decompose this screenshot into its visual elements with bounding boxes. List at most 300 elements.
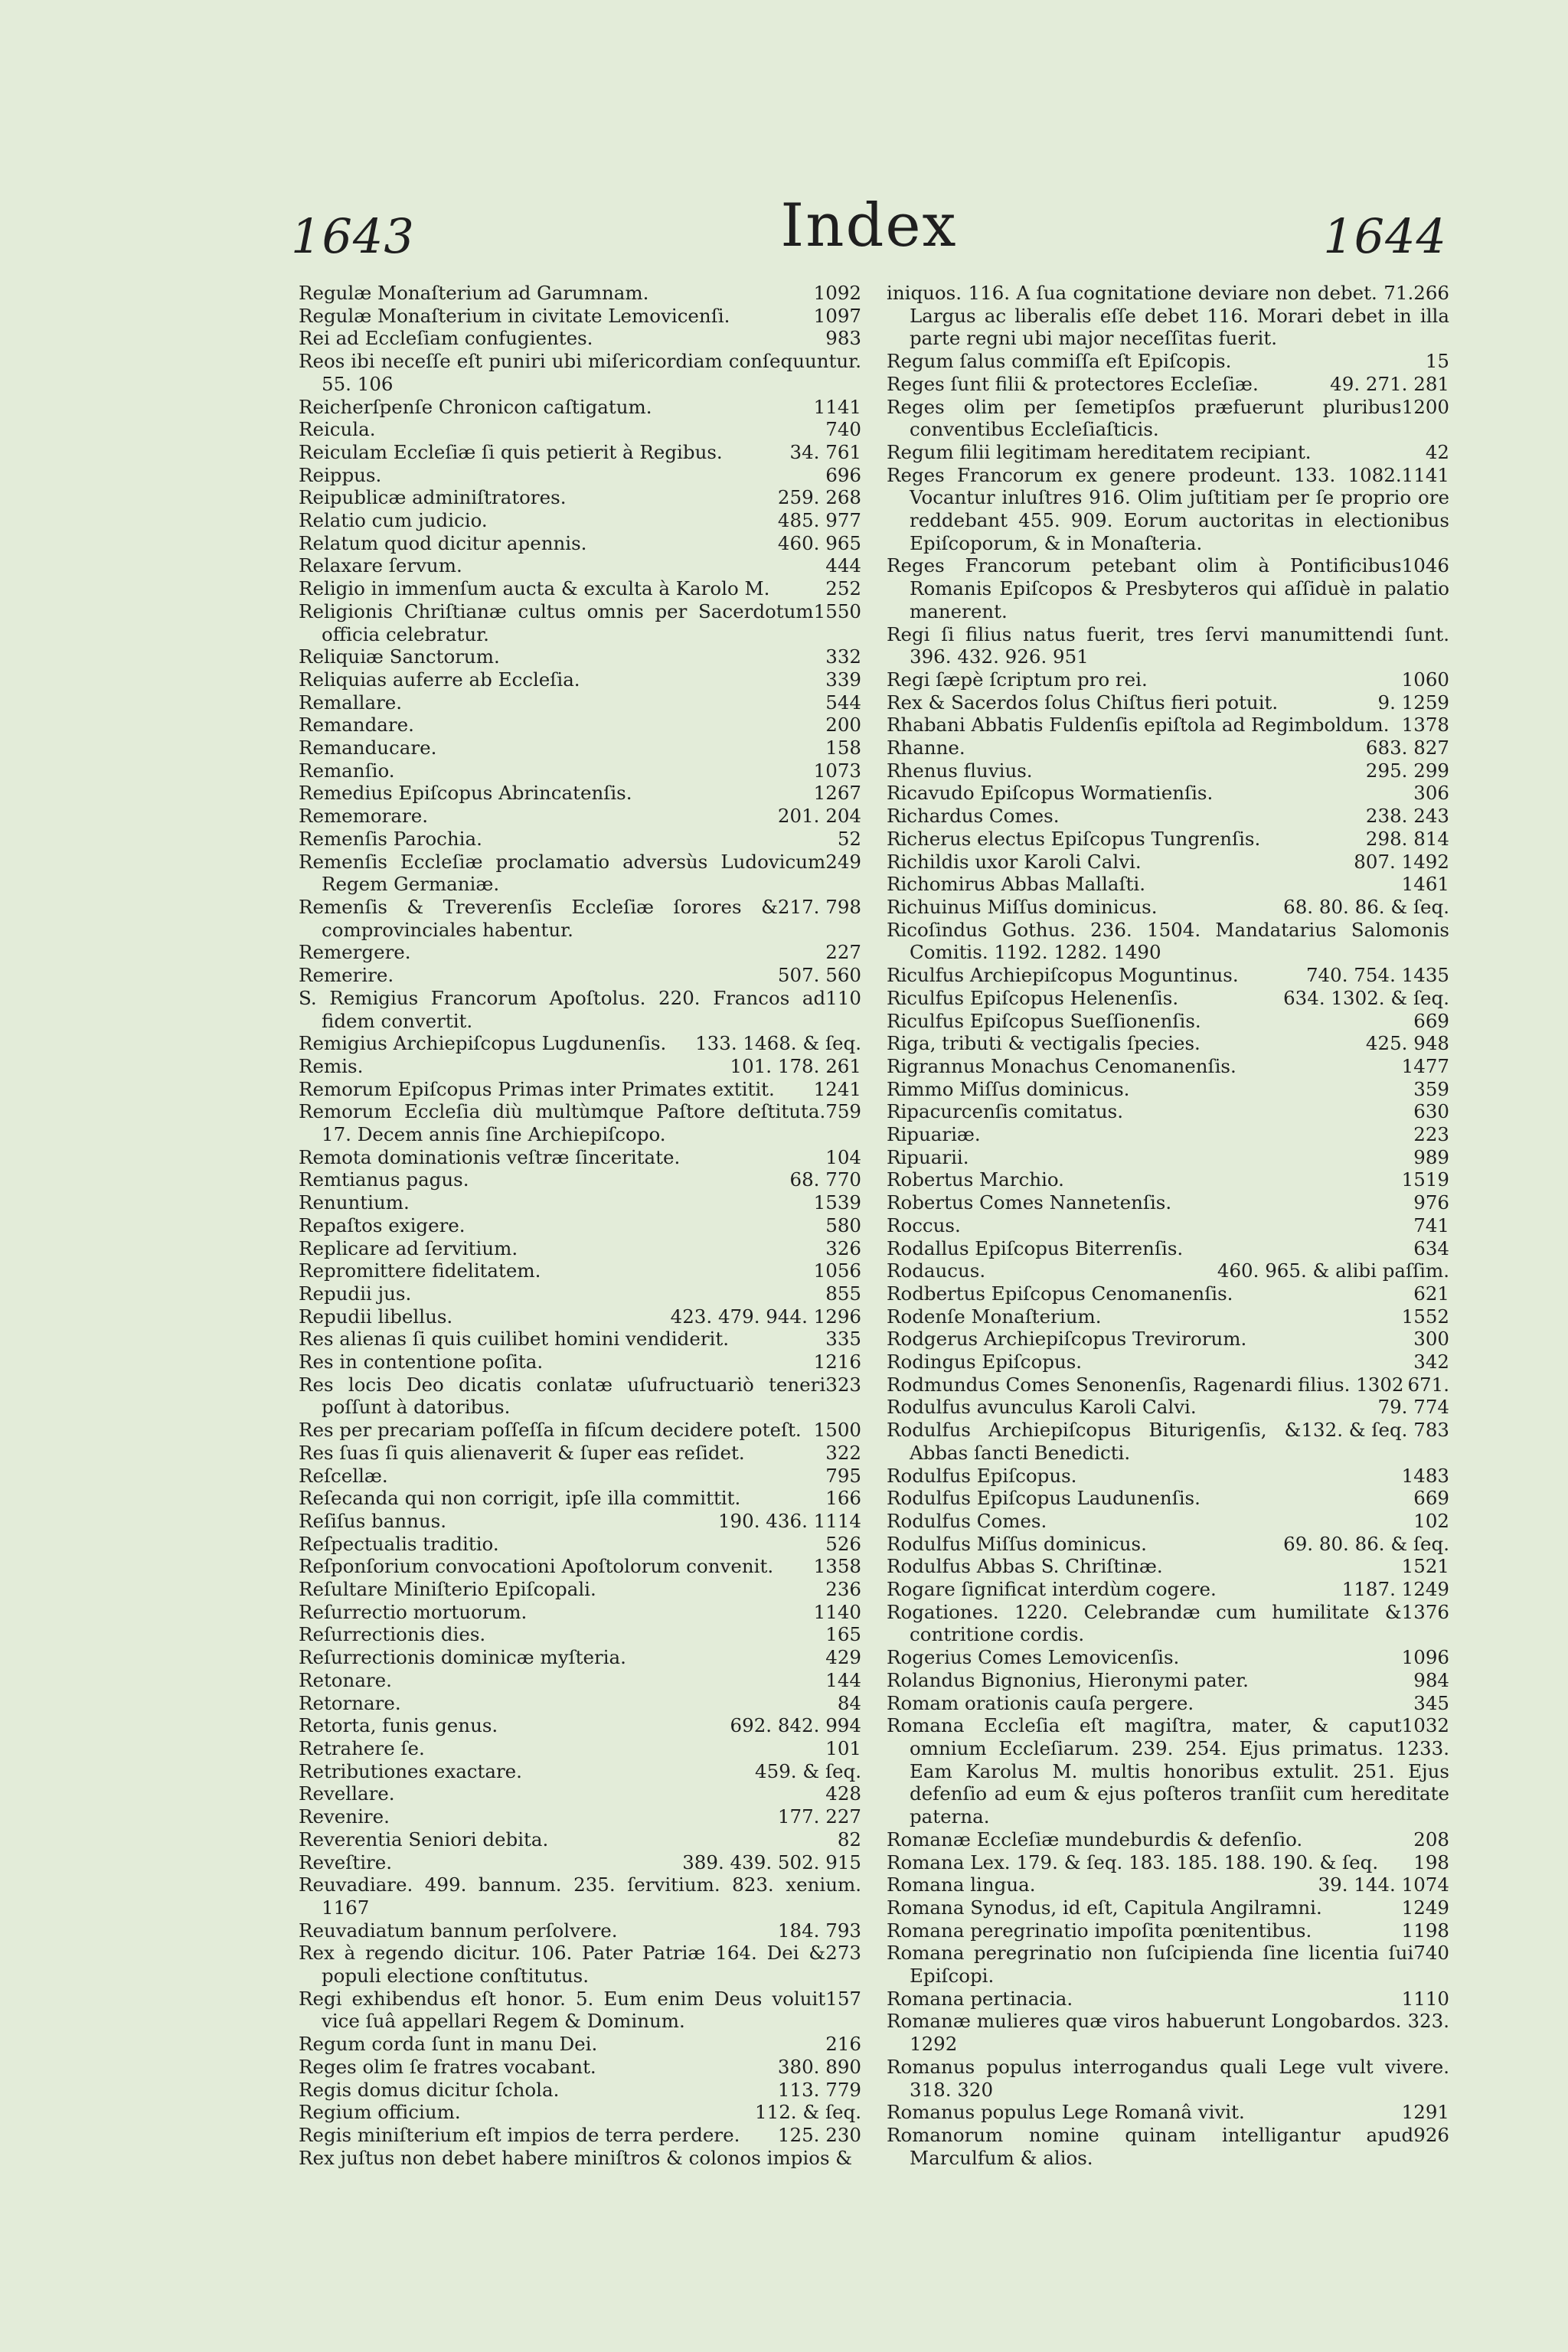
index-entry-text: Regi ſæpè ſcriptum pro rei. <box>887 668 1148 691</box>
index-entry-pages: 345 <box>1413 1691 1449 1714</box>
index-entry-text: Rex juſtus non debet habere miniſtros & colonos impios & <box>299 2146 853 2169</box>
index-entry <box>887 1396 1449 1419</box>
index-entry-text: Rei ad Eccleſiam confugientes. <box>299 327 593 350</box>
index-entry-text: Rogare ſignificat interdùm cogere. <box>887 1578 1217 1601</box>
index-entry-text: Riga, tributi & vectigalis ſpecies. <box>887 1032 1200 1055</box>
index-entry <box>299 2101 861 2124</box>
index-entry-text: Romana Lex. 179. & ſeq. 183. 185. 188. 190. & ſeq. <box>887 1851 1379 1873</box>
index-entry-text: Reſurrectionis dies. <box>299 1623 486 1646</box>
index-entry-pages: 157 <box>825 1987 861 2010</box>
index-entry <box>887 2010 1449 2055</box>
index-column-left <box>299 282 861 2169</box>
index-entry <box>299 1782 861 1805</box>
index-entry-pages: 335 <box>825 1328 861 1351</box>
index-entry-text: Retornare. <box>299 1691 401 1714</box>
index-entry-text: Religionis Chriſtianæ cultus omnis per Sacerdotum officia celebratur. <box>299 599 814 645</box>
index-entry-pages: 9. 1259 <box>1377 691 1449 714</box>
index-entry-pages: 200 <box>825 714 861 737</box>
index-entry <box>299 1805 861 1828</box>
index-entry-pages: 332 <box>825 645 861 668</box>
index-entry-pages: 184. 793 <box>777 1919 861 1942</box>
index-entry-pages: 459. & ſeq. <box>755 1759 861 1782</box>
index-entry-pages: 1198 <box>1401 1919 1449 1942</box>
index-entry <box>887 737 1449 760</box>
index-entry-text: Regis domus dicitur ſchola. <box>299 2078 560 2101</box>
index-entry-text: Ripuarii. <box>887 1145 969 1168</box>
index-entry <box>887 691 1449 714</box>
index-entry-pages: 132. & ſeq. 783 <box>1301 1419 1449 1442</box>
index-entry-pages: 1141 <box>1401 463 1449 486</box>
index-entry-pages: 389. 439. 502. 915 <box>682 1851 861 1873</box>
index-entry-text: Reſultare Miniſterio Epiſcopali. <box>299 1578 596 1601</box>
index-entry <box>299 1237 861 1260</box>
index-entry <box>299 737 861 760</box>
index-entry-text: Remanſio. <box>299 759 395 782</box>
index-entry-text: Reſcellæ. <box>299 1464 388 1487</box>
index-entry <box>887 1510 1449 1533</box>
index-entry-text: Rogationes. 1220. Celebrandæ cum humilitate & contritione cordis. <box>887 1600 1402 1646</box>
index-entry-pages: 460. 965 <box>777 531 861 554</box>
index-entry-pages: 84 <box>837 1691 861 1714</box>
index-entry-text: Reiculam Eccleſiæ ſi quis petierit à Regibus. <box>299 440 723 463</box>
index-entry <box>299 1282 861 1305</box>
index-entry-text: Rodallus Epiſcopus Biterrenſis. <box>887 1236 1184 1259</box>
index-entry <box>299 1055 861 1078</box>
index-entry-pages: 671. <box>1407 1373 1449 1396</box>
index-entry <box>299 1510 861 1533</box>
index-entry-pages: 1249 <box>1401 1896 1449 1919</box>
index-entry-pages: 158 <box>825 737 861 760</box>
index-entry <box>887 350 1449 373</box>
index-entry-text: Reliquias auferre ab Eccleſia. <box>299 668 580 691</box>
index-entry-text: Rodbertus Epiſcopus Cenomanenſis. <box>887 1282 1233 1305</box>
index-entry <box>299 2056 861 2079</box>
index-entry <box>887 1419 1449 1464</box>
index-entry-text: Retorta, funis genus. <box>299 1714 498 1737</box>
index-entry-text: Ripacurcenſis comitatus. <box>887 1100 1124 1123</box>
index-entry-pages: 1241 <box>813 1077 861 1100</box>
index-entry-text: Repudii jus. <box>299 1282 412 1305</box>
index-entry-pages: 634. 1302. & ſeq. <box>1283 986 1449 1009</box>
index-entry-text: Romana peregrinatio impoſita pœnitentibus. <box>887 1919 1312 1942</box>
index-entry-pages: 133. 1468. & ſeq. <box>695 1032 861 1055</box>
index-entry-text: Reges olim ſe fratres vocabant. <box>299 2055 596 2078</box>
index-entry-text: Rodenſe Monaſterium. <box>887 1305 1102 1328</box>
index-entry-pages: 125. 230 <box>777 2123 861 2146</box>
index-entry <box>887 1692 1449 1715</box>
index-entry <box>299 1760 861 1783</box>
index-entry-pages: 544 <box>825 691 861 714</box>
index-entry <box>299 691 861 714</box>
index-entry-pages: 669 <box>1413 1487 1449 1510</box>
index-entry-pages: 326 <box>825 1236 861 1259</box>
index-entry-text: Reveſtire. <box>299 1851 393 1873</box>
index-entry-text: Relatum quod dicitur apennis. <box>299 531 587 554</box>
index-entry-text: Rhanne. <box>887 737 965 760</box>
index-entry-text: Relaxare ſervum. <box>299 554 462 577</box>
index-entry-pages: 266 <box>1413 282 1449 304</box>
index-entry <box>299 1168 861 1191</box>
index-entry-text: Regium officium. <box>299 2101 461 2124</box>
index-entry <box>887 714 1449 737</box>
index-entry-text: Reſponſorium convocationi Apoſtolorum convenit. <box>299 1555 774 1578</box>
index-entry <box>299 509 861 532</box>
index-entry-text: Remota dominationis veſtræ ſinceritate. <box>299 1145 681 1168</box>
index-entry-pages: 101 <box>825 1737 861 1759</box>
index-entry-text: Remandare. <box>299 714 414 737</box>
index-entry <box>887 1214 1449 1237</box>
index-entry-text: Romanus populus interrogandus quali Lege vult vivere. 318. 320 <box>887 2055 1449 2101</box>
index-entry-pages: 380. 890 <box>777 2055 861 2078</box>
index-entry-text: Retonare. <box>299 1668 392 1691</box>
index-entry-text: Reuvadiare. 499. bannum. 235. ſervitium. 823. xenium. 1167 <box>299 1873 861 1919</box>
index-entry <box>887 1055 1449 1078</box>
index-entry <box>887 2124 1449 2169</box>
index-entry-text: Rhenus fluvius. <box>887 759 1033 782</box>
index-entry-pages: 1378 <box>1401 714 1449 737</box>
index-entry <box>299 1191 861 1214</box>
index-entry-text: Res alienas ſi quis cuilibet homini vendiderit. <box>299 1328 730 1351</box>
index-entry-pages: 227 <box>825 941 861 964</box>
index-entry-text: Reverentia Seniori debita. <box>299 1828 549 1851</box>
index-entry-text: Res locis Deo dicatis conlatæ uſufructuariò teneri poſſunt à datoribus. <box>299 1373 826 1419</box>
index-entry-pages: 1500 <box>813 1419 861 1442</box>
index-entry <box>887 760 1449 782</box>
index-entry-text: Regulæ Monaſterium ad Garumnam. <box>299 282 649 304</box>
index-entry-text: Regi exhibendus eſt honor. 5. Eum enim Deus voluit vice ſuâ appellari Regem & Dominum. <box>299 1987 826 2033</box>
index-entry <box>299 714 861 737</box>
index-entry-pages: 68. 80. 86. & ſeq. <box>1283 895 1449 918</box>
index-entry-pages: 1216 <box>813 1351 861 1374</box>
index-entry-text: Remorum Eccleſia diù multùmque Paſtore deſtituta. 17. Decem annis ſine Archiepiſcopo. <box>299 1100 826 1146</box>
index-entry-text: Remenſis & Treverenſis Eccleſiæ ſorores & comprovinciales habentur. <box>299 895 778 941</box>
index-entry-pages: 300 <box>1413 1328 1449 1351</box>
index-entry <box>887 1010 1449 1033</box>
index-entry-text: Rigrannus Monachus Cenomanenſis. <box>887 1054 1236 1077</box>
index-entry <box>887 2101 1449 2124</box>
index-entry-text: Rex & Sacerdos ſolus Chiſtus fieri potuit. <box>887 691 1279 714</box>
index-entry <box>299 1692 861 1715</box>
index-entry-text: Rodaucus. <box>887 1259 986 1282</box>
index-entry <box>887 1168 1449 1191</box>
index-entry-text: Romana pertinacia. <box>887 1987 1073 2010</box>
index-entry-text: Reliquiæ Sanctorum. <box>299 645 500 668</box>
index-entry-pages: 1550 <box>813 599 861 622</box>
index-entry-pages: 342 <box>1413 1351 1449 1374</box>
index-entry <box>299 1873 861 1919</box>
index-entry-pages: 198 <box>1413 1851 1449 1873</box>
index-entry-pages: 298. 814 <box>1365 827 1449 850</box>
index-entry <box>299 645 861 668</box>
index-entry <box>887 1533 1449 1556</box>
index-entry <box>299 1351 861 1374</box>
index-entry-text: Ricavudo Epiſcopus Wormatienſis. <box>887 782 1214 805</box>
index-entry-pages: 238. 243 <box>1365 805 1449 828</box>
index-entry <box>299 282 861 305</box>
index-entry-text: Richuinus Miſſus dominicus. <box>887 895 1158 918</box>
index-entry-text: Rememorare. <box>299 805 428 828</box>
index-entry-text: Religio in immenſum aucta & exculta à Karolo M. <box>299 577 770 600</box>
index-entry-pages: 485. 977 <box>777 509 861 532</box>
index-entry-pages: 795 <box>825 1464 861 1487</box>
index-entry-text: Remigius Archiepiſcopus Lugdunenſis. <box>299 1032 667 1055</box>
index-entry <box>887 1032 1449 1055</box>
index-entry <box>887 964 1449 987</box>
index-entry <box>887 373 1449 396</box>
index-entry-text: Res in contentione poſita. <box>299 1351 544 1374</box>
index-entry-text: Rex à regendo dicitur. 106. Pater Patriæ 164. Dei & populi electione conſtitutus. <box>299 1942 826 1988</box>
index-entry-pages: 1046 <box>1401 554 1449 577</box>
index-entry-pages: 989 <box>1413 1145 1449 1168</box>
index-entry <box>887 1487 1449 1510</box>
index-entry-text: Richardus Comes. <box>887 805 1060 828</box>
index-entry-pages: 208 <box>1413 1828 1449 1851</box>
index-entry-pages: 984 <box>1413 1668 1449 1691</box>
index-entry-text: Relatio cum judicio. <box>299 509 488 532</box>
index-entry-pages: 217. 798 <box>777 895 861 918</box>
index-entry-pages: 1097 <box>813 304 861 327</box>
index-entry-pages: 1521 <box>1401 1555 1449 1578</box>
index-entry <box>887 623 1449 668</box>
index-entry <box>299 1669 861 1692</box>
index-entry-text: Regis miniſterium eſt impios de terra perdere. <box>299 2123 740 2146</box>
index-entry-pages: 1096 <box>1401 1646 1449 1669</box>
index-entry <box>299 964 861 987</box>
index-entry-pages: 144 <box>825 1668 861 1691</box>
index-entry <box>299 805 861 828</box>
index-entry-text: Remerire. <box>299 964 394 987</box>
index-entry <box>887 1100 1449 1123</box>
index-entry-pages: 740 <box>825 418 861 441</box>
index-entry-text: Romanorum nomine quinam intelligantur apud Marculfum & alios. <box>887 2123 1414 2169</box>
index-entry-text: Rodulfus Abbas S. Chriſtinæ. <box>887 1555 1163 1578</box>
index-entry-pages: 323 <box>825 1373 861 1396</box>
index-entry-text: Regum ſalus commiſſa eſt Epiſcopis. <box>887 350 1232 373</box>
index-entry <box>887 828 1449 851</box>
index-entry <box>887 1828 1449 1851</box>
index-entry <box>887 1714 1449 1828</box>
index-entry <box>887 464 1449 555</box>
index-entry-pages: 177. 227 <box>777 1805 861 1828</box>
index-entry <box>299 1487 861 1510</box>
index-entry-pages: 429 <box>825 1646 861 1669</box>
index-entry <box>299 2147 861 2170</box>
index-entry <box>299 464 861 487</box>
index-entry-pages: 983 <box>825 327 861 350</box>
index-entry <box>887 1374 1449 1396</box>
index-entry-pages: 49. 271. 281 <box>1330 372 1449 395</box>
index-entry-pages: 166 <box>825 1487 861 1510</box>
index-entry-text: S. Remigius Francorum Apoſtolus. 220. Francos ad fidem convertit. <box>299 986 826 1032</box>
index-entry-pages: 1110 <box>1401 1987 1449 2010</box>
index-entry <box>887 1988 1449 2011</box>
index-entry-pages: 39. 144. 1074 <box>1318 1873 1449 1896</box>
index-entry-pages: 79. 774 <box>1377 1396 1449 1419</box>
index-column-right <box>887 282 1449 2169</box>
index-entry-pages: 1461 <box>1401 873 1449 896</box>
index-entry-pages: 223 <box>1413 1123 1449 1146</box>
index-entry-pages: 359 <box>1413 1077 1449 1100</box>
index-entry <box>887 554 1449 622</box>
index-entry-text: Romana Synodus, id eſt, Capitula Angilramni. <box>887 1896 1322 1919</box>
index-entry <box>299 1078 861 1101</box>
index-entry <box>887 873 1449 896</box>
index-entry-text: Rodmundus Comes Senonenſis, Ragenardi filius. 1302 <box>887 1373 1404 1396</box>
index-entry-pages: 460. 965. & alibi paſſim. <box>1217 1259 1449 1282</box>
index-entry-text: Reicula. <box>299 418 376 441</box>
index-entry <box>299 987 861 1032</box>
index-entry <box>299 554 861 577</box>
index-entry-pages: 68. 770 <box>789 1168 861 1191</box>
index-entry-pages: 42 <box>1425 440 1449 463</box>
index-entry-text: Remenſis Eccleſiæ proclamatio adversùs Ludovicum Regem Germaniæ. <box>299 850 826 896</box>
index-entry-text: Romanus populus Lege Romanâ vivit. <box>887 2101 1245 2124</box>
index-entry-text: Revellare. <box>299 1782 395 1805</box>
index-entry-pages: 1376 <box>1401 1600 1449 1623</box>
index-entry <box>887 1555 1449 1578</box>
index-entry-pages: 759 <box>825 1100 861 1123</box>
index-entry <box>887 1305 1449 1328</box>
index-entry-text: Reipublicæ adminiſtratores. <box>299 486 567 509</box>
index-entry-text: Roccus. <box>887 1214 961 1236</box>
index-entry-pages: 1477 <box>1401 1054 1449 1077</box>
index-entry-pages: 1483 <box>1401 1464 1449 1487</box>
index-entry-text: Regum filii legitimam hereditatem recipiant. <box>887 440 1312 463</box>
index-entry-pages: 102 <box>1413 1509 1449 1532</box>
index-entry-text: Retributiones exactare. <box>299 1759 522 1782</box>
index-entry-pages: 322 <box>825 1441 861 1464</box>
index-entry-pages: 110 <box>825 986 861 1009</box>
index-entry-text: Reges olim per ſemetipſos præfuerunt pluribus conventibus Eccleſiaſticis. <box>887 395 1402 441</box>
index-entry <box>299 418 861 441</box>
index-entry-pages: 444 <box>825 554 861 577</box>
index-entry-text: Romanæ Eccleſiæ mundeburdis & defenſio. <box>887 1828 1303 1851</box>
index-entry <box>887 441 1449 464</box>
index-entry <box>887 1123 1449 1146</box>
index-entry-pages: 34. 761 <box>789 440 861 463</box>
index-entry <box>299 600 861 645</box>
index-entry <box>299 350 861 395</box>
index-entry <box>299 2079 861 2102</box>
index-entry <box>887 396 1449 441</box>
index-entry-pages: 52 <box>837 827 861 850</box>
index-entry <box>887 282 1449 350</box>
index-entry-text: Robertus Comes Nannetenſis. <box>887 1191 1172 1214</box>
index-entry-text: Remergere. <box>299 941 411 964</box>
index-entry-text: Reges Francorum ex genere prodeunt. 133. 1082. Vocantur inluſtres 916. Olim juſtitiam per ſe proprio ore reddebant 455. 909. Eorum auctoritas in electionibus Epiſcoporum, & in Monaſteria. <box>887 463 1449 554</box>
index-entry <box>887 987 1449 1010</box>
index-entry-text: Romanæ mulieres quæ viros habuerunt Longobardos. 323. 1292 <box>887 2010 1449 2056</box>
index-entry-text: Replicare ad ſervitium. <box>299 1236 518 1259</box>
index-entry-text: Regi ſi filius natus fuerit, tres ſervi manumittendi ſunt. 396. 432. 926. 951 <box>887 622 1449 668</box>
index-entry-pages: 1552 <box>1401 1305 1449 1328</box>
index-entry-text: Reſiſus bannus. <box>299 1509 447 1532</box>
index-entry-pages: 252 <box>825 577 861 600</box>
index-entry-text: Riculfus Archiepiſcopus Moguntinus. <box>887 964 1239 987</box>
index-entry <box>887 1146 1449 1169</box>
index-entry-text: Reges ſunt filii & protectores Eccleſiæ. <box>887 372 1259 395</box>
index-entry-pages: 428 <box>825 1782 861 1805</box>
index-entry <box>299 1623 861 1646</box>
index-entry-text: Rodulfus avunculus Karoli Calvi. <box>887 1396 1197 1419</box>
index-entry <box>887 1351 1449 1374</box>
index-entry-text: Repudii libellus. <box>299 1305 453 1328</box>
index-entry-pages: 201. 204 <box>777 805 861 828</box>
index-entry <box>887 1942 1449 1987</box>
index-entry-text: Reſpectualis traditio. <box>299 1532 499 1555</box>
index-entry <box>299 760 861 782</box>
index-entry-text: Riculfus Epiſcopus Helenenſis. <box>887 986 1179 1009</box>
index-entry-pages: 1200 <box>1401 395 1449 418</box>
index-entry-text: Robertus Marchio. <box>887 1168 1064 1191</box>
index-entry-pages: 630 <box>1413 1100 1449 1123</box>
index-entry <box>299 851 861 896</box>
index-entry-pages: 259. 268 <box>777 486 861 509</box>
index-entry <box>299 1533 861 1556</box>
index-entry <box>299 896 861 941</box>
index-entry <box>887 1465 1449 1488</box>
index-entry <box>887 1237 1449 1260</box>
index-entry <box>887 1078 1449 1101</box>
index-entry-pages: 855 <box>825 1282 861 1305</box>
index-entry-text: Res per precariam poſſeſſa in fiſcum decidere poteſt. <box>299 1419 802 1442</box>
index-entry-pages: 1267 <box>813 782 861 805</box>
index-entry <box>299 1214 861 1237</box>
index-entry-pages: 696 <box>825 463 861 486</box>
index-entry <box>887 1578 1449 1601</box>
index-entry-text: Rolandus Bignonius, Hieronymi pater. <box>887 1668 1249 1691</box>
index-entry <box>299 941 861 964</box>
index-entry-text: Renuntium. <box>299 1191 410 1214</box>
index-entry-text: Rodgerus Archiepiſcopus Trevirorum. <box>887 1328 1247 1351</box>
page-number-right: 1644 <box>1323 208 1447 264</box>
index-entry <box>299 532 861 555</box>
index-entry-text: Remanducare. <box>299 737 437 760</box>
index-entry-text: Repromittere fidelitatem. <box>299 1259 541 1282</box>
index-entry <box>887 1282 1449 1305</box>
index-entry-pages: 1291 <box>1401 2101 1449 2124</box>
index-entry <box>299 1988 861 2033</box>
index-entry <box>299 1714 861 1737</box>
index-entry <box>887 1328 1449 1351</box>
index-entry <box>299 441 861 464</box>
index-entry <box>299 1601 861 1624</box>
index-entry <box>299 1919 861 1942</box>
index-entry-text: Riculfus Epiſcopus Sueſſionenſis. <box>887 1009 1201 1032</box>
index-entry-text: Richomirus Abbas Mallaſti. <box>887 873 1145 896</box>
index-entry-text: Remedius Epiſcopus Abrincatenſis. <box>299 782 632 805</box>
index-entry-pages: 692. 842. 994 <box>730 1714 861 1737</box>
index-entry <box>299 1259 861 1282</box>
index-entry-text: Rhabani Abbatis Fuldenſis epiſtola ad Regimboldum. <box>887 714 1390 737</box>
index-entry <box>299 1646 861 1669</box>
index-entry-text: Romana Eccleſia eſt magiſtra, mater, & caput omnium Eccleſiarum. 239. 254. Ejus primatus. 1233. Eam Karolus M. multis honoribus extulit. 251. Ejus defenſio ad eum & ejus poſteros tranſiit cum hereditate paterna. <box>887 1714 1449 1828</box>
index-entry <box>299 1032 861 1055</box>
index-entry-text: Rodulfus Epiſcopus. <box>887 1464 1077 1487</box>
index-entry-text: Richildis uxor Karoli Calvi. <box>887 850 1142 873</box>
index-entry-pages: 740. 754. 1435 <box>1305 964 1449 987</box>
index-entry-text: Ricoſindus Gothus. 236. 1504. Mandatarius Salomonis Comitis. 1192. 1282. 1490 <box>887 918 1449 964</box>
index-entry-text: Rodulfus Comes. <box>887 1509 1047 1532</box>
index-entry <box>887 1896 1449 1919</box>
index-entry <box>887 782 1449 805</box>
index-entry-text: Remtianus pagus. <box>299 1168 469 1191</box>
index-entry-text: Rodulfus Miſſus dominicus. <box>887 1532 1147 1555</box>
index-entry <box>299 1146 861 1169</box>
index-entry <box>299 1578 861 1601</box>
index-entry <box>299 1828 861 1851</box>
index-entry-text: Ripuariæ. <box>887 1123 981 1146</box>
